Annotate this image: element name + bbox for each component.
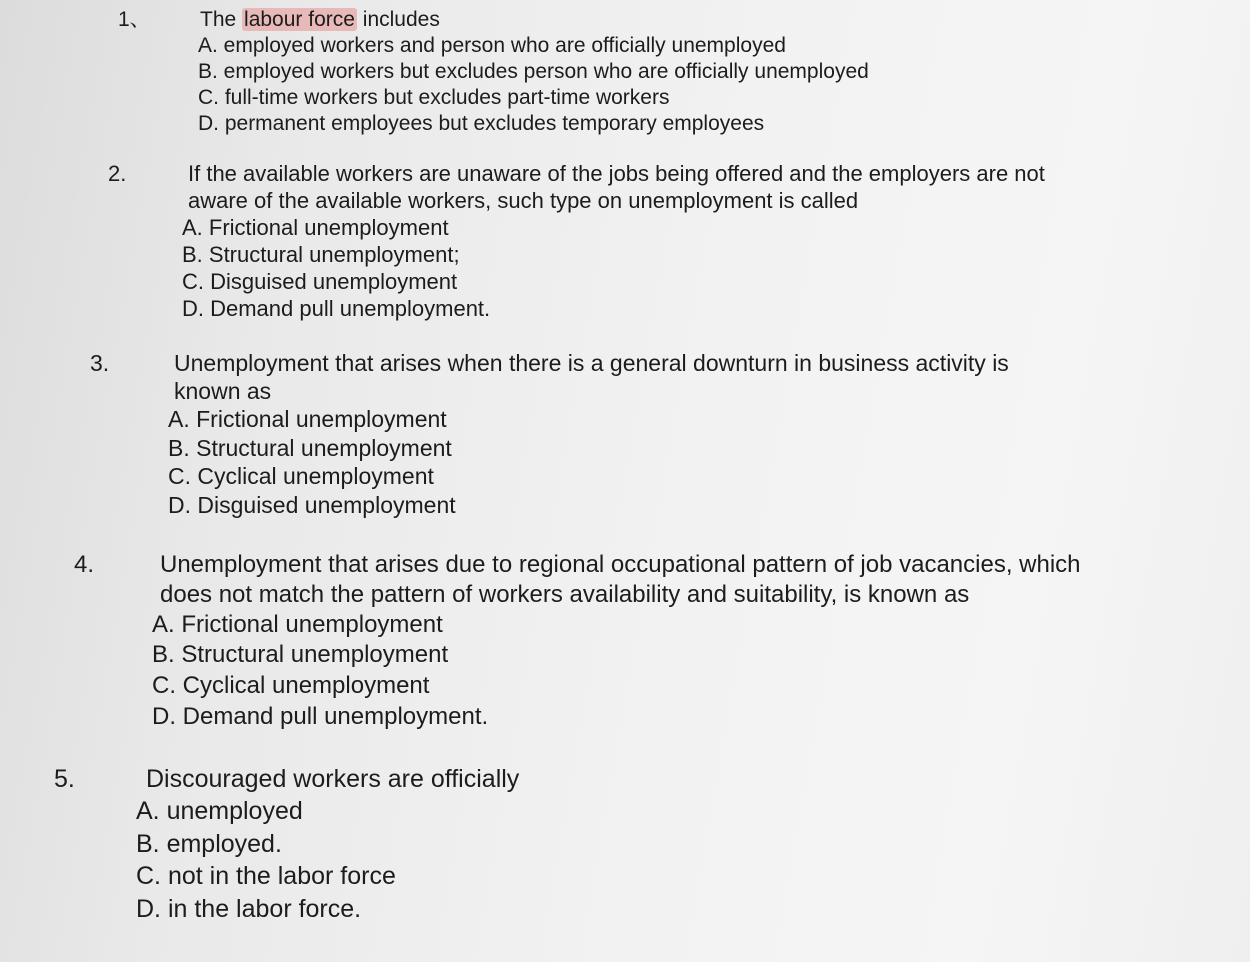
option-c: C. Disguised unemployment (182, 269, 458, 294)
option-d: D. Demand pull unemployment. (182, 296, 491, 321)
option-a: A. Frictional unemployment (152, 611, 443, 638)
option-c: C. full-time workers but excludes part-time workers (198, 86, 670, 109)
option-b: B. employed. (136, 830, 282, 858)
option-d: D. permanent employees but excludes temporary employees (198, 112, 765, 135)
question-stem-line-1: If the available workers are unaware of the jobs being offered and the employers are not (188, 161, 1045, 186)
stem-text: The (200, 8, 237, 31)
question-stem-line-1: Unemployment that arises when there is a general downturn in business activity is (174, 350, 1009, 376)
question-number: 2. (108, 161, 127, 186)
question-stem (200, 9, 440, 30)
question-stem-line-1: Unemployment that arises due to regional occupational pattern of job vacancies, which (160, 551, 1081, 578)
option-b: B. Structural unemployment (168, 435, 452, 461)
option-a: A. employed workers and person who are officially unemployed (198, 34, 786, 57)
option-c: C. not in the labor force (136, 862, 396, 890)
question-number: 4. (74, 551, 95, 578)
option-b: B. employed workers but excludes person who are officially unemployed (198, 60, 869, 83)
stem-text: includes (362, 8, 440, 31)
option-d: D. Disguised unemployment (168, 492, 456, 518)
question-stem-line-2: does not match the pattern of workers availability and suitability, is known as (160, 581, 970, 608)
question-stem-line-2: aware of the available workers, such type on unemployment is called (188, 188, 859, 213)
question-number: 1、 (118, 8, 151, 31)
option-d: D. Demand pull unemployment. (152, 703, 489, 730)
option-a: A. Frictional unemployment (182, 215, 449, 240)
question-number: 5. (54, 765, 75, 793)
highlighted-term: labour force (244, 8, 355, 31)
question-stem-line-2: known as (174, 378, 272, 404)
option-b: B. Structural unemployment; (182, 242, 460, 267)
question-stem: Discouraged workers are officially (146, 765, 520, 793)
option-a: A. unemployed (136, 797, 303, 825)
option-d: D. in the labor force. (136, 895, 362, 923)
question-number: 3. (90, 350, 110, 376)
option-a: A. Frictional unemployment (168, 406, 447, 432)
option-b: B. Structural unemployment (152, 641, 449, 668)
option-c: C. Cyclical unemployment (152, 672, 430, 699)
option-c: C. Cyclical unemployment (168, 463, 434, 489)
